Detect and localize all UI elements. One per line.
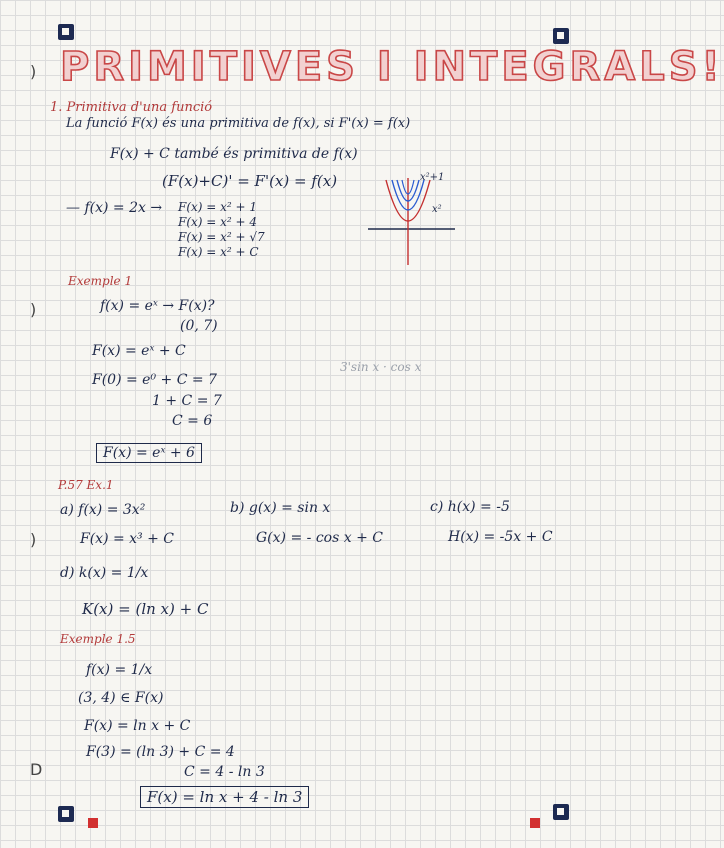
example-line: f(x) = 1/x xyxy=(86,662,153,678)
example-line: F(x) = ln x + C xyxy=(84,718,191,734)
example-line: (0, 7) xyxy=(180,318,218,334)
exercise-answer: G(x) = - cos x + C xyxy=(256,530,383,546)
example-result: F(x) = ln x + 4 - ln 3 xyxy=(140,786,309,808)
primitive-item: F(x) = x² + 1 xyxy=(178,200,258,214)
exercise-question: c) h(x) = -5 xyxy=(430,499,510,515)
parabola-curve-mid xyxy=(392,180,424,210)
exercise-heading: P.57 Ex.1 xyxy=(58,478,114,492)
exercise-answer: K(x) = (ln x) + C xyxy=(82,600,209,618)
exercise-question: a) f(x) = 3x² xyxy=(60,502,146,518)
example-line: C = 6 xyxy=(172,413,213,429)
exercise-answer: F(x) = x³ + C xyxy=(80,531,175,547)
primitive-item: F(x) = x² + C xyxy=(178,245,259,259)
section-heading: 1. Primitiva d'una funció xyxy=(50,100,213,115)
example-line: (3, 4) ∈ F(x) xyxy=(78,690,164,706)
binder-hole-mark: ) xyxy=(30,300,37,319)
primitive-item: F(x) = x² + √7 xyxy=(178,230,265,244)
example-line: f(x) = eˣ → F(x)? xyxy=(100,298,215,314)
binder-hole-mark: ) xyxy=(30,530,37,549)
exercise-answer: H(x) = -5x + C xyxy=(448,529,553,545)
example-heading: Exemple 1.5 xyxy=(60,632,136,646)
parabola-curve-inner xyxy=(397,180,419,201)
parabola-curve-outer xyxy=(386,180,430,221)
example-function: — f(x) = 2x → xyxy=(66,200,163,216)
exercise-question: b) g(x) = sin x xyxy=(230,500,331,516)
binder-hole-mark: D xyxy=(30,760,43,779)
exercise-question: d) k(x) = 1/x xyxy=(60,565,149,581)
derivative-line: (F(x)+C)' = F'(x) = f(x) xyxy=(162,172,338,190)
example-line: F(3) = (ln 3) + C = 4 xyxy=(86,744,235,760)
example-result: F(x) = eˣ + 6 xyxy=(96,443,202,463)
example-line: 1 + C = 7 xyxy=(152,393,222,409)
page-title: PRIMITIVES I INTEGRALS! xyxy=(60,44,724,90)
example-line: F(x) = eˣ + C xyxy=(92,343,186,359)
pencil-sketch: 3'sin x · cos x xyxy=(340,360,422,374)
definition-line: La funció F(x) és una primitiva de f(x), si F'(x) = f(x) xyxy=(66,116,411,131)
example-line: F(0) = e⁰ + C = 7 xyxy=(92,372,217,388)
primitive-item: F(x) = x² + 4 xyxy=(178,215,258,229)
corner-mark-bottom-left xyxy=(58,806,74,822)
red-marker-bottom-left xyxy=(88,818,98,828)
example-heading: Exemple 1 xyxy=(68,274,133,288)
binder-hole-mark: ) xyxy=(30,62,37,81)
parabola-curve-core xyxy=(402,180,414,194)
example-line: C = 4 - ln 3 xyxy=(184,764,265,780)
corner-mark-top-left xyxy=(58,24,74,40)
red-marker-bottom-right xyxy=(530,818,540,828)
constant-line: F(x) + C també és primitiva de f(x) xyxy=(110,146,358,162)
corner-mark-top-right xyxy=(553,28,569,44)
graph-label: x² xyxy=(432,204,442,215)
corner-mark-bottom-right xyxy=(553,804,569,820)
graph-label: x²+1 xyxy=(420,172,445,183)
